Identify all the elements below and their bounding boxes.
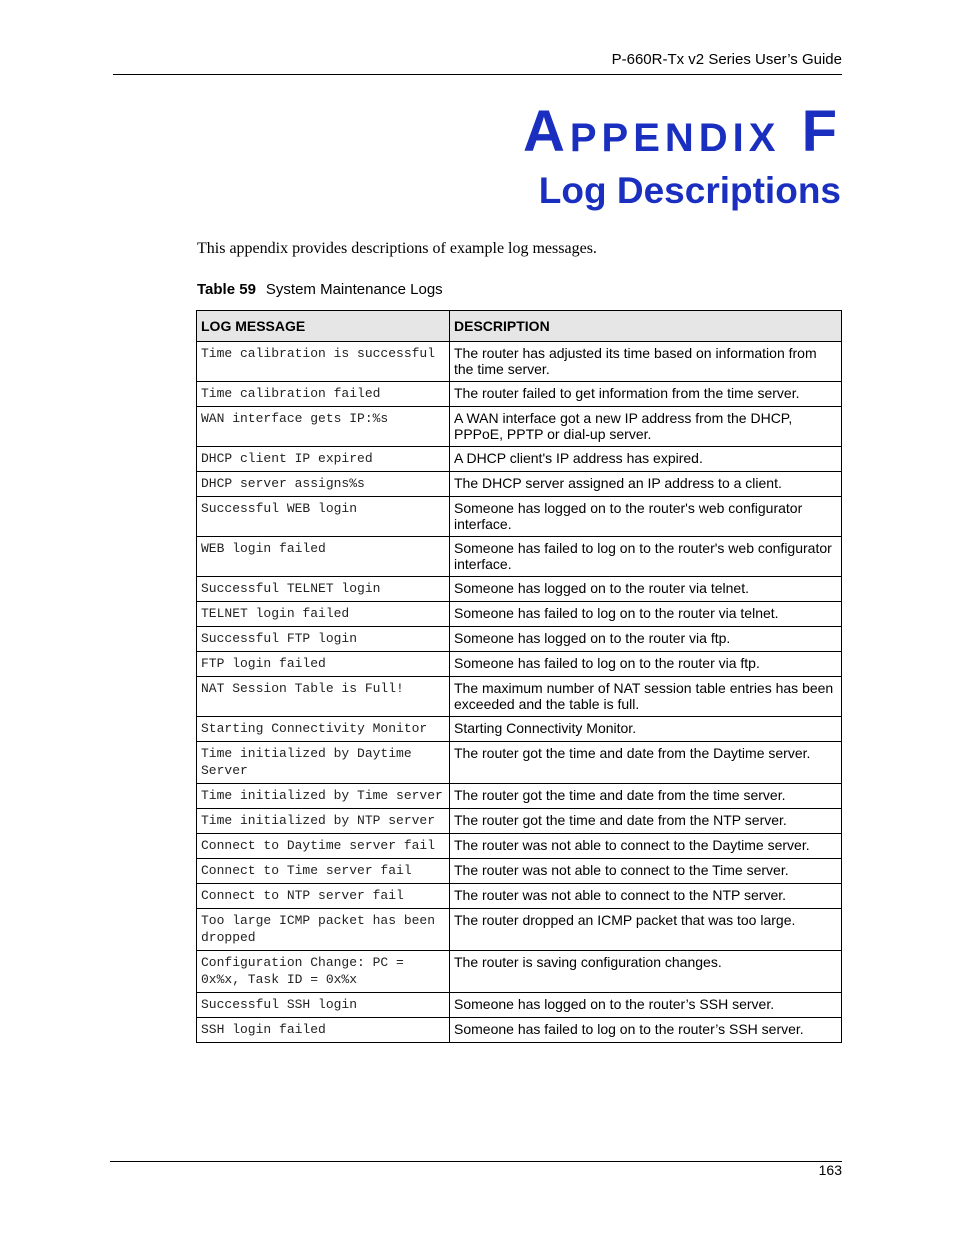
table-row — [197, 742, 842, 784]
table-header-row — [197, 311, 842, 342]
description-cell: Someone has logged on to the router via ftp. — [450, 627, 842, 652]
log-message-cell: Connect to Time server fail — [197, 859, 450, 884]
log-message-cell: Time calibration failed — [197, 382, 450, 407]
page-number: 163 — [818, 1162, 842, 1178]
table-row — [197, 652, 842, 677]
log-message-cell: Too large ICMP packet has been dropped — [197, 909, 450, 951]
table-row — [197, 859, 842, 884]
log-message-cell: Time calibration is successful — [197, 342, 450, 382]
description-cell: The DHCP server assigned an IP address to a client. — [450, 472, 842, 497]
table-row — [197, 577, 842, 602]
table-row — [197, 497, 842, 537]
table-row — [197, 993, 842, 1018]
description-cell: Someone has logged on to the router's web configurator interface. — [450, 497, 842, 537]
description-cell: The maximum number of NAT session table entries has been exceeded and the table is full. — [450, 677, 842, 717]
table-row — [197, 677, 842, 717]
table-row — [197, 951, 842, 993]
table-row — [197, 717, 842, 742]
log-message-cell: Successful FTP login — [197, 627, 450, 652]
log-message-cell: SSH login failed — [197, 1018, 450, 1043]
table-row — [197, 407, 842, 447]
description-cell: A WAN interface got a new IP address from the DHCP, PPPoE, PPTP or dial-up server. — [450, 407, 842, 447]
description-cell: Someone has failed to log on to the router's web configurator interface. — [450, 537, 842, 577]
table-row — [197, 342, 842, 382]
description-cell: Someone has failed to log on to the router via telnet. — [450, 602, 842, 627]
description-cell: The router is saving configuration changes. — [450, 951, 842, 993]
description-cell: The router was not able to connect to the Time server. — [450, 859, 842, 884]
table-row — [197, 537, 842, 577]
footer-divider — [110, 1161, 842, 1162]
appendix-letter: F — [801, 99, 842, 164]
log-table — [196, 310, 842, 1043]
description-cell: Starting Connectivity Monitor. — [450, 717, 842, 742]
table-row — [197, 834, 842, 859]
page-title: Log Descriptions — [538, 170, 841, 211]
description-cell: The router got the time and date from the Daytime server. — [450, 742, 842, 784]
header-divider — [113, 74, 842, 75]
table-caption-text: System Maintenance Logs — [265, 281, 443, 298]
log-message-cell: Successful SSH login — [197, 993, 450, 1018]
description-cell: The router got the time and date from the time server. — [450, 784, 842, 809]
table-row — [197, 809, 842, 834]
table-row — [197, 447, 842, 472]
table-row — [197, 784, 842, 809]
log-message-cell: WAN interface gets IP:%s — [197, 407, 450, 447]
log-message-cell: Successful WEB login — [197, 497, 450, 537]
table-row — [197, 602, 842, 627]
description-cell: Someone has failed to log on to the router’s SSH server. — [450, 1018, 842, 1043]
table-caption — [197, 281, 443, 298]
log-message-cell: NAT Session Table is Full! — [197, 677, 450, 717]
log-message-cell: WEB login failed — [197, 537, 450, 577]
description-cell: The router dropped an ICMP packet that was too large. — [450, 909, 842, 951]
table-row — [197, 382, 842, 407]
description-cell: The router has adjusted its time based on information from the time server. — [450, 342, 842, 382]
table-body — [197, 342, 842, 1043]
table-row — [197, 884, 842, 909]
description-cell: Someone has failed to log on to the router via ftp. — [450, 652, 842, 677]
log-message-cell: Successful TELNET login — [197, 577, 450, 602]
log-message-cell: Connect to NTP server fail — [197, 884, 450, 909]
log-message-cell: TELNET login failed — [197, 602, 450, 627]
column-header-log-message: LOG MESSAGE — [197, 311, 450, 342]
description-cell: The router got the time and date from the NTP server. — [450, 809, 842, 834]
description-cell: The router was not able to connect to the NTP server. — [450, 884, 842, 909]
log-message-cell: Time initialized by Daytime Server — [197, 742, 450, 784]
log-message-cell: Time initialized by Time server — [197, 784, 450, 809]
description-cell: A DHCP client's IP address has expired. — [450, 447, 842, 472]
intro-paragraph: This appendix provides descriptions of example log messages. — [197, 240, 597, 257]
appendix-word: PPENDIX — [569, 116, 781, 160]
table-row — [197, 472, 842, 497]
log-message-cell: FTP login failed — [197, 652, 450, 677]
table-number: Table 59 — [197, 281, 256, 298]
description-cell: The router failed to get information from the time server. — [450, 382, 842, 407]
description-cell: Someone has logged on to the router via telnet. — [450, 577, 842, 602]
table-row — [197, 1018, 842, 1043]
log-message-cell: Time initialized by NTP server — [197, 809, 450, 834]
log-message-cell: DHCP server assigns%s — [197, 472, 450, 497]
column-header-description: DESCRIPTION — [450, 311, 842, 342]
log-message-cell: DHCP client IP expired — [197, 447, 450, 472]
log-message-cell: Connect to Daytime server fail — [197, 834, 450, 859]
appendix-initial: A — [522, 99, 570, 164]
table-row — [197, 627, 842, 652]
appendix-title — [523, 100, 842, 170]
description-cell: Someone has logged on to the router’s SSH server. — [450, 993, 842, 1018]
log-message-cell: Configuration Change: PC = 0x%x, Task ID = 0x%x — [197, 951, 450, 993]
table-row — [197, 909, 842, 951]
description-cell: The router was not able to connect to the Daytime server. — [450, 834, 842, 859]
log-message-cell: Starting Connectivity Monitor — [197, 717, 450, 742]
running-header: P-660R-Tx v2 Series User’s Guide — [611, 51, 842, 68]
